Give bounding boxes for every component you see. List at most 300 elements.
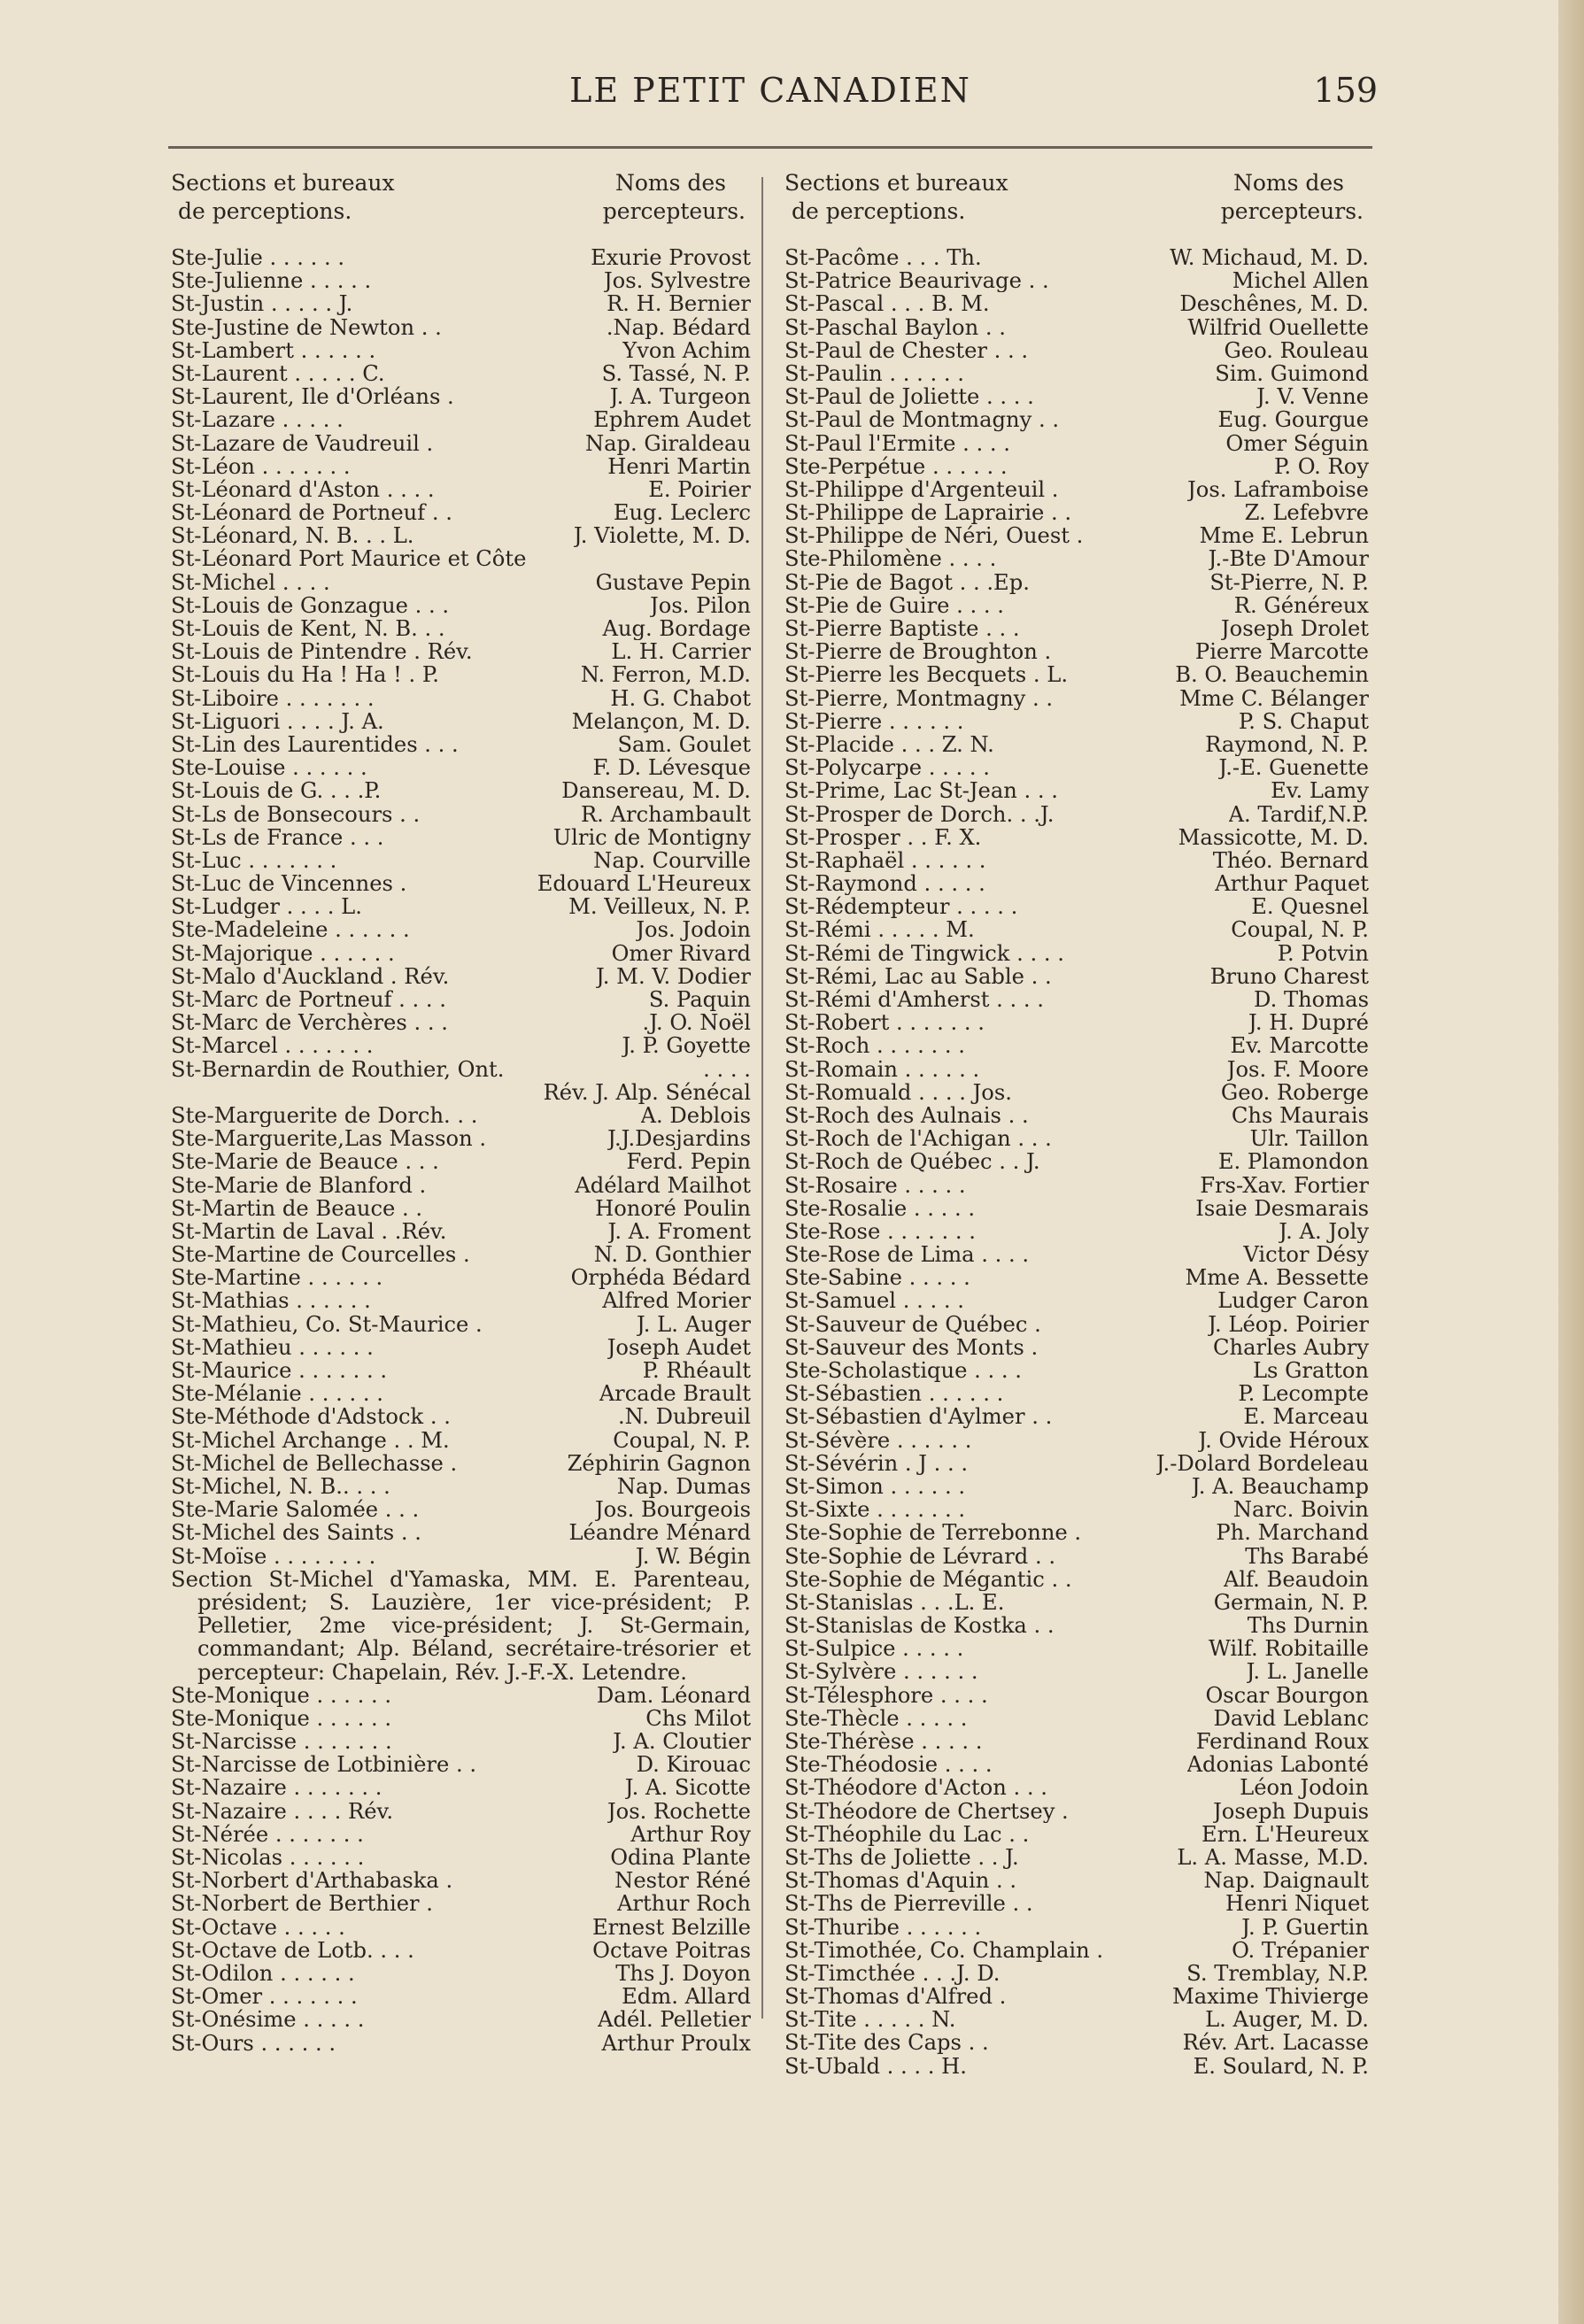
- collector-name: Chs Maurais: [1231, 1103, 1369, 1128]
- collector-name: Nap. Dumas: [616, 1474, 751, 1499]
- collector-name: Arthur Paquet: [1215, 872, 1369, 896]
- collector-name: Théo. Bernard: [1212, 848, 1369, 873]
- parish-name: St-Ludger . . . . L.: [171, 895, 362, 919]
- list-item: [784, 918, 1369, 941]
- collector-name: Mme A. Bessette: [1185, 1266, 1369, 1290]
- list-item: [784, 1800, 1369, 1823]
- parish-name: St-Malo d'Auckland . Rév.: [171, 964, 450, 988]
- parish-name: St-Majorique . . . . . .: [171, 941, 395, 965]
- parish-name: St-Nazaire . . . . Rév.: [171, 1799, 394, 1823]
- list-item: [784, 1243, 1369, 1266]
- parish-name: St-Timcthée . . .J. D.: [784, 1961, 1001, 1986]
- parish-name: St-Louis de Gonzague . . .: [171, 593, 450, 617]
- list-item: [171, 1336, 751, 1359]
- list-item: [784, 826, 1369, 849]
- collector-name: S. Tassé, N. P.: [601, 361, 751, 386]
- collector-name: J. A. Joly: [1279, 1219, 1369, 1244]
- collector-name: Adonias Labonté: [1186, 1753, 1369, 1777]
- collector-name: N. D. Gonthier: [593, 1243, 751, 1267]
- list-item: [784, 478, 1369, 501]
- parish-name: St-Théophile du Lac . .: [784, 1822, 1030, 1846]
- collector-name: Mme C. Bélanger: [1179, 686, 1369, 710]
- collector-name: D. Kirouac: [636, 1753, 751, 1777]
- collector-name: L. Auger, M. D.: [1205, 2008, 1369, 2032]
- parish-name: St-Paul de Joliette . . . .: [784, 385, 1034, 409]
- list-item: [171, 710, 751, 733]
- page-number: 159: [1313, 71, 1378, 110]
- parish-name: Ste-Marie de Blanford .: [171, 1173, 427, 1197]
- parish-name: Ste-Martine . . . . . .: [171, 1266, 383, 1290]
- list-item: [784, 1846, 1369, 1869]
- left-column: [171, 170, 751, 2055]
- parish-name: St-Léonard d'Aston . . . .: [171, 477, 435, 502]
- list-item: [784, 1521, 1369, 1544]
- list-item: [784, 942, 1369, 965]
- list-item: [171, 849, 751, 872]
- list-item: [171, 663, 751, 686]
- parish-name: Ste-Thérèse . . . . .: [784, 1730, 983, 1754]
- list-item: [784, 408, 1369, 431]
- parish-name: St-Tite . . . . . N.: [784, 2008, 956, 2032]
- collectors-heading: Noms des: [614, 170, 726, 196]
- list-item: [784, 1058, 1369, 1081]
- list-item: [171, 455, 751, 478]
- collectors-subheading: percepteurs.: [1220, 198, 1364, 224]
- parish-name: St-Sévérin . J . . .: [784, 1451, 969, 1475]
- collector-name: J.-Bte D'Amour: [1208, 547, 1369, 571]
- collector-name: Léandre Ménard: [568, 1521, 751, 1545]
- collector-name: Ls Gratton: [1252, 1359, 1369, 1383]
- list-item: [171, 617, 751, 640]
- list-item: [171, 524, 751, 547]
- collector-name: Ferdinand Roux: [1195, 1730, 1369, 1754]
- list-item: [171, 1452, 751, 1475]
- parish-name: St-Justin . . . . . J.: [171, 292, 353, 316]
- parish-name: St-Bernardin de Routhier, Ont.: [171, 1057, 505, 1081]
- list-item: [784, 779, 1369, 802]
- collector-name: Joseph Drolet: [1220, 617, 1369, 641]
- collector-name: Edm. Allard: [622, 1985, 751, 2009]
- parish-name: St-Léonard, N. B. . . L.: [171, 524, 414, 548]
- collector-name: Nap. Courville: [593, 848, 751, 873]
- parish-name: Ste-Monique . . . . . .: [171, 1683, 392, 1707]
- parish-name: St-Sébastien . . . . . .: [784, 1382, 1004, 1406]
- right-column: [784, 170, 1369, 2078]
- collector-name: .Nap. Bédard: [606, 315, 751, 339]
- collector-name: Joseph Dupuis: [1213, 1799, 1369, 1823]
- list-item: [784, 1011, 1369, 1034]
- list-item: [784, 2008, 1369, 2031]
- collector-name: Coupal, N. P.: [1231, 918, 1369, 942]
- list-item: [171, 1684, 751, 1707]
- parish-name: St-Raphaël . . . . . .: [784, 848, 986, 873]
- list-item: [784, 640, 1369, 663]
- list-item: [171, 1800, 751, 1823]
- list-item: [171, 872, 751, 895]
- collector-name: David Leblanc: [1213, 1706, 1369, 1730]
- collector-name: J. A. Turgeon: [609, 385, 751, 409]
- list-item: [171, 1174, 751, 1197]
- list-item: [784, 246, 1369, 269]
- collector-name: O. Trépanier: [1232, 1938, 1369, 1962]
- collector-name: Ths Barabé: [1245, 1544, 1369, 1568]
- list-item: [171, 895, 751, 918]
- list-item: [171, 292, 751, 315]
- collector-name: J.J.Desjardins: [607, 1127, 751, 1151]
- collector-name: E. Quesnel: [1251, 895, 1369, 919]
- parish-name: St-Timothée, Co. Champlain .: [784, 1938, 1104, 1962]
- parish-name: St-Michel des Saints . .: [171, 1521, 421, 1545]
- parish-name: St-Prosper . . F. X.: [784, 825, 982, 849]
- list-item: [171, 1498, 751, 1521]
- list-item: [171, 988, 751, 1011]
- collector-name: F. D. Lévesque: [592, 756, 751, 780]
- list-item: [171, 1521, 751, 1544]
- collector-name: N. Ferron, M.D.: [580, 663, 751, 687]
- list-item: [171, 1962, 751, 1985]
- collector-name: Bruno Charest: [1209, 964, 1369, 988]
- sections-heading: Sections et bureaux: [784, 170, 1008, 196]
- parish-name: St-Pierre les Becquets . L.: [784, 663, 1069, 687]
- list-item: [171, 1289, 751, 1312]
- list-item: [784, 663, 1369, 686]
- parish-name: St-Philippe de Néri, Ouest .: [784, 524, 1084, 548]
- parish-name: Ste-Méthode d'Adstock . .: [171, 1405, 451, 1429]
- collector-name: Edouard L'Heureux: [537, 872, 751, 896]
- list-item: [784, 1081, 1369, 1104]
- parish-name: Ste-Madeleine . . . . . .: [171, 918, 410, 942]
- parish-name: St-Pie de Guire . . . .: [784, 593, 1004, 617]
- list-item: [784, 1776, 1369, 1799]
- parish-name: St-Mathias . . . . . .: [171, 1289, 371, 1313]
- collector-name: L. H. Carrier: [611, 640, 751, 664]
- collector-name: P. O. Roy: [1274, 454, 1369, 478]
- list-item: [171, 1916, 751, 1939]
- collector-name: Adélard Mailhot: [575, 1173, 751, 1197]
- list-item: [784, 617, 1369, 640]
- list-item: [784, 292, 1369, 315]
- list-item: [784, 2055, 1369, 2078]
- parish-name: Ste-Sophie de Mégantic . .: [784, 1567, 1072, 1591]
- list-item: [171, 501, 751, 524]
- parish-name: St-Maurice . . . . . . .: [171, 1359, 388, 1383]
- parish-name: St-Onésime . . . . .: [171, 2008, 365, 2032]
- collector-name: E. Plamondon: [1217, 1150, 1369, 1174]
- collector-name: Léon Jodoin: [1240, 1776, 1369, 1800]
- list-item: [171, 1707, 751, 1730]
- collector-name: Nap. Giraldeau: [584, 431, 751, 455]
- list-item: [784, 594, 1369, 617]
- collector-name: P. Potvin: [1277, 941, 1369, 965]
- parish-name: St-Prime, Lac St-Jean . . .: [784, 779, 1058, 803]
- parish-name: St-Robert . . . . . . .: [784, 1011, 985, 1035]
- collector-name: .N. Dubreuil: [617, 1405, 751, 1429]
- parish-name: St-Théodore d'Acton . . .: [784, 1776, 1047, 1800]
- list-item: [171, 918, 751, 941]
- column-divider: [761, 177, 763, 2019]
- parish-name: St-Sébastien d'Aylmer . .: [784, 1405, 1053, 1429]
- parish-name: St-Michel de Bellechasse .: [171, 1451, 458, 1475]
- list-item: [171, 1220, 751, 1243]
- parish-name: St-Rémi . . . . . M.: [784, 918, 975, 942]
- list-item: [171, 478, 751, 501]
- parish-name: Ste-Sophie de Terrebonne .: [784, 1521, 1082, 1545]
- collector-name: E. Poirier: [648, 477, 751, 502]
- collector-name: Ern. L'Heureux: [1202, 1822, 1369, 1846]
- list-item: [171, 803, 751, 826]
- parish-name: St-Michel . . . .: [171, 570, 330, 594]
- collector-name: Ev. Lamy: [1271, 779, 1369, 803]
- list-item: [784, 1892, 1369, 1915]
- parish-name: St-Sylvère . . . . . .: [784, 1660, 978, 1684]
- list-item: [784, 1730, 1369, 1753]
- sections-subheading: de perceptions.: [178, 198, 352, 224]
- list-item: [784, 1707, 1369, 1730]
- collector-name: Jos. Pilon: [650, 593, 751, 617]
- parish-name: St-Roch . . . . . . .: [784, 1034, 965, 1058]
- collector-name: Honoré Poulin: [595, 1196, 751, 1220]
- parish-name: Ste-Scholastique . . . .: [784, 1359, 1022, 1383]
- collector-name: Wilfrid Ouellette: [1187, 315, 1369, 339]
- list-item: [171, 246, 751, 269]
- parish-name: St-Martin de Beauce . .: [171, 1196, 423, 1220]
- continued-line: Rév. J. Alp. Sénécal: [543, 1079, 751, 1105]
- collector-name: Geo. Rouleau: [1224, 338, 1369, 362]
- collector-name: Victor Désy: [1243, 1243, 1369, 1267]
- list-item: [784, 1405, 1369, 1428]
- collector-name: Isaie Desmarais: [1195, 1196, 1369, 1220]
- collector-name: Ths J. Doyon: [615, 1961, 751, 1986]
- list-item: [171, 1892, 751, 1915]
- continued-line: St-Léonard Port Maurice et Côte: [171, 546, 527, 572]
- list-item: [171, 1359, 751, 1382]
- parish-name: Ste-Julienne . . . . .: [171, 269, 372, 293]
- collector-name: Odina Plante: [610, 1846, 751, 1870]
- list-item: [784, 1614, 1369, 1637]
- parish-name: St-Luc de Vincennes .: [171, 872, 407, 896]
- collector-name: M. Veilleux, N. P.: [568, 895, 751, 919]
- list-item: [171, 1011, 751, 1034]
- parish-name: St-Sulpice . . . . .: [784, 1637, 964, 1661]
- parish-name: St-Patrice Beaurivage . .: [784, 269, 1049, 293]
- collector-name: St-Pierre, N. P.: [1209, 570, 1369, 594]
- list-item: [171, 571, 751, 594]
- parish-name: St-Luc . . . . . . .: [171, 848, 337, 873]
- collector-name: R. H. Bernier: [607, 292, 751, 316]
- collector-name: Zéphirin Gagnon: [567, 1451, 751, 1475]
- collector-name: Jos. Bourgeois: [594, 1498, 751, 1522]
- list-item: [784, 803, 1369, 826]
- list-item: [784, 1429, 1369, 1452]
- collector-name: L. A. Masse, M.D.: [1177, 1845, 1369, 1870]
- collector-name: Ludger Caron: [1217, 1289, 1369, 1313]
- list-item: [784, 524, 1369, 547]
- collector-name: Pierre Marcotte: [1194, 640, 1369, 664]
- collector-name: Adél. Pelletier: [598, 2008, 751, 2032]
- parish-name: St-Placide . . . Z. N.: [784, 732, 994, 757]
- list-item: [171, 1985, 751, 2008]
- collector-name: Jos. Sylvestre: [603, 269, 751, 293]
- collector-name: J. Ovide Héroux: [1198, 1428, 1369, 1452]
- list-item: [784, 1382, 1369, 1405]
- list-item: [784, 710, 1369, 733]
- list-item: [784, 687, 1369, 710]
- collector-name: S. Paquin: [648, 988, 751, 1012]
- parish-name: St-Léon . . . . . . .: [171, 454, 351, 478]
- parish-name: St-Liboire . . . . . . .: [171, 686, 375, 710]
- parish-name: St-Rémi d'Amherst . . . .: [784, 988, 1044, 1012]
- parish-name: St-Lazare de Vaudreuil .: [171, 431, 434, 455]
- parish-name: St-Ours . . . . . .: [171, 2031, 336, 2055]
- collector-name: Arthur Proulx: [601, 2031, 751, 2055]
- parish-name: St-Sévère . . . . . .: [784, 1428, 972, 1452]
- parish-name: St-Simon . . . . . .: [784, 1474, 966, 1499]
- parish-name: St-Louis de Pintendre . Rév.: [171, 640, 473, 664]
- list-item: [171, 1545, 751, 1568]
- collector-name: J.-E. Guenette: [1218, 756, 1369, 780]
- parish-name: St-Michel Archange . . M.: [171, 1428, 450, 1452]
- parish-name: St-Michel, N. B.. . . .: [171, 1474, 390, 1499]
- list-item: [784, 1034, 1369, 1057]
- right-column-header: [784, 170, 1369, 241]
- parish-name: St-Rémi de Tingwick . . . .: [784, 941, 1064, 965]
- parish-name: Ste-Rose de Lima . . . .: [784, 1243, 1030, 1267]
- parish-name: St-Odilon . . . . . .: [171, 1961, 355, 1986]
- parish-name: St-Samuel . . . . .: [784, 1289, 964, 1313]
- list-item: [784, 2031, 1369, 2054]
- collector-name: Chs Milot: [645, 1706, 751, 1731]
- section-paragraph: Section St-Michel d'Yamaska, MM. E. Parenteau, président; S. Lauzière, 1er vice-président; P. Pelletier, 2me vice-président; J. St-Germain, commandant; Alp. Béland, secrétaire-trésorier et percepteur: Chapelain, Rév. J.-F.-X. Letendre.: [171, 1566, 751, 1685]
- parish-name: St-Pierre de Broughton .: [784, 640, 1052, 664]
- collector-name: Omer Séguin: [1225, 431, 1369, 455]
- list-item: [784, 1962, 1369, 1985]
- parish-name: St-Philippe de Laprairie . .: [784, 501, 1072, 525]
- collector-name: Arcade Brault: [599, 1382, 751, 1406]
- collector-name: Orphéda Bédard: [570, 1266, 751, 1290]
- list-item: [171, 1058, 751, 1081]
- parish-name: St-Rosaire . . . . .: [784, 1173, 966, 1197]
- parish-name: St-Louis de Kent, N. B. . .: [171, 617, 445, 641]
- parish-name: St-Louis de G. . . .P.: [171, 779, 382, 803]
- list-item: [784, 269, 1369, 292]
- list-item: [171, 640, 751, 663]
- parish-name: St-Lazare . . . . .: [171, 408, 344, 432]
- collector-name: Germain, N. P.: [1213, 1590, 1369, 1615]
- list-item: [171, 1730, 751, 1753]
- list-item: [171, 1939, 751, 1962]
- parish-name: St-Ubald . . . . H.: [784, 2054, 967, 2078]
- sections-subheading: de perceptions.: [792, 198, 966, 224]
- collectors-heading: Noms des: [1232, 170, 1344, 196]
- list-item: [171, 1382, 751, 1405]
- list-item: [171, 1405, 751, 1428]
- collector-name: Ernest Belzille: [591, 1915, 751, 1939]
- parish-name: St-Nérée . . . . . . .: [171, 1822, 364, 1847]
- parish-name: St-Raymond . . . . .: [784, 872, 985, 896]
- list-item: [784, 1289, 1369, 1312]
- parish-name: St-Norbert de Berthier .: [171, 1892, 433, 1916]
- parish-name: Ste-Sophie de Lévrard . .: [784, 1544, 1056, 1568]
- parish-name: Ste-Mélanie . . . . . .: [171, 1382, 383, 1406]
- parish-name: St-Télesphore . . . .: [784, 1683, 988, 1707]
- parish-name: Ste-Julie . . . . . .: [171, 246, 345, 270]
- collector-name: Narc. Boivin: [1232, 1498, 1369, 1522]
- parish-name: St-Pierre . . . . . .: [784, 709, 964, 733]
- collector-name: J. A. Beauchamp: [1191, 1474, 1369, 1499]
- collector-name: J.-Dolard Bordeleau: [1155, 1451, 1369, 1475]
- list-item: [784, 1545, 1369, 1568]
- parish-name: St-Romain . . . . . .: [784, 1057, 980, 1081]
- parish-name: St-Thomas d'Alfred .: [784, 1985, 1007, 2009]
- page-title: LE PETIT CANADIEN: [569, 71, 971, 110]
- parish-name: St-Octave de Lotb. . . .: [171, 1938, 414, 1962]
- parish-name: St-Léonard de Portneuf . .: [171, 501, 452, 525]
- collector-name: Coupal, N. P.: [613, 1428, 751, 1452]
- collector-name: Ev. Marcotte: [1230, 1034, 1369, 1058]
- right-entry-list: [784, 246, 1369, 2078]
- list-item: [171, 965, 751, 988]
- collector-name: Yvon Achim: [622, 338, 751, 362]
- collector-name: Eug. Gourgue: [1217, 408, 1369, 432]
- list-item: [171, 1475, 751, 1498]
- list-item: [784, 872, 1369, 895]
- collector-name: P. S. Chaput: [1238, 709, 1369, 733]
- parish-name: St-Octave . . . . .: [171, 1915, 345, 1939]
- parish-name: St-Stanislas . . .L. E.: [784, 1590, 1005, 1615]
- collector-name: P. Rhéault: [642, 1359, 751, 1383]
- list-item: [171, 316, 751, 339]
- collector-name: Henri Martin: [607, 454, 751, 478]
- parish-name: St-Ths de Joliette . . J.: [784, 1845, 1019, 1870]
- list-item: [784, 571, 1369, 594]
- list-item: [171, 2032, 751, 2055]
- list-item: [784, 1637, 1369, 1660]
- parish-name: Ste-Marie Salomée . . .: [171, 1498, 420, 1522]
- list-item: [171, 1150, 751, 1173]
- collector-name: Melançon, M. D.: [571, 709, 751, 733]
- collector-name: Arthur Roy: [630, 1822, 751, 1847]
- list-item: [784, 455, 1369, 478]
- parish-name: St-Ls de Bonsecours . .: [171, 802, 421, 826]
- parish-name: St-Tite des Caps . .: [784, 2031, 989, 2055]
- collector-name: .J. O. Noël: [642, 1011, 751, 1035]
- collector-name: Rév. Art. Lacasse: [1182, 2031, 1369, 2055]
- parish-name: St-Paul de Montmagny . .: [784, 408, 1060, 432]
- collector-name: Ephrem Audet: [593, 408, 751, 432]
- collector-name: Alfred Morier: [602, 1289, 751, 1313]
- collector-name: Sam. Goulet: [617, 732, 751, 757]
- collector-name: Jos. Rochette: [607, 1799, 751, 1823]
- parish-name: St-Omer . . . . . . .: [171, 1985, 358, 2009]
- collector-name: Gustave Pepin: [595, 570, 751, 594]
- parish-name: Ste-Justine de Newton . .: [171, 315, 442, 339]
- collector-name: Ths Durnin: [1247, 1614, 1369, 1638]
- list-item: [784, 1475, 1369, 1498]
- collector-name: J. H. Dupré: [1248, 1011, 1369, 1035]
- collector-name: Ulric de Montigny: [552, 825, 751, 849]
- parish-name: St-Nicolas . . . . . .: [171, 1846, 365, 1870]
- collector-name: J. P. Goyette: [622, 1034, 751, 1058]
- list-item: [784, 1336, 1369, 1359]
- list-item: [784, 1568, 1369, 1591]
- parish-name: St-Rémi, Lac au Sable . .: [784, 964, 1052, 988]
- list-item: [171, 733, 751, 756]
- parish-name: St-Ths de Pierreville . .: [784, 1892, 1033, 1916]
- list-item: [171, 1776, 751, 1799]
- parish-name: St-Roch de Québec . . J.: [784, 1150, 1040, 1174]
- parish-name: St-Pierre, Montmagny . .: [784, 686, 1054, 710]
- list-item: [171, 942, 751, 965]
